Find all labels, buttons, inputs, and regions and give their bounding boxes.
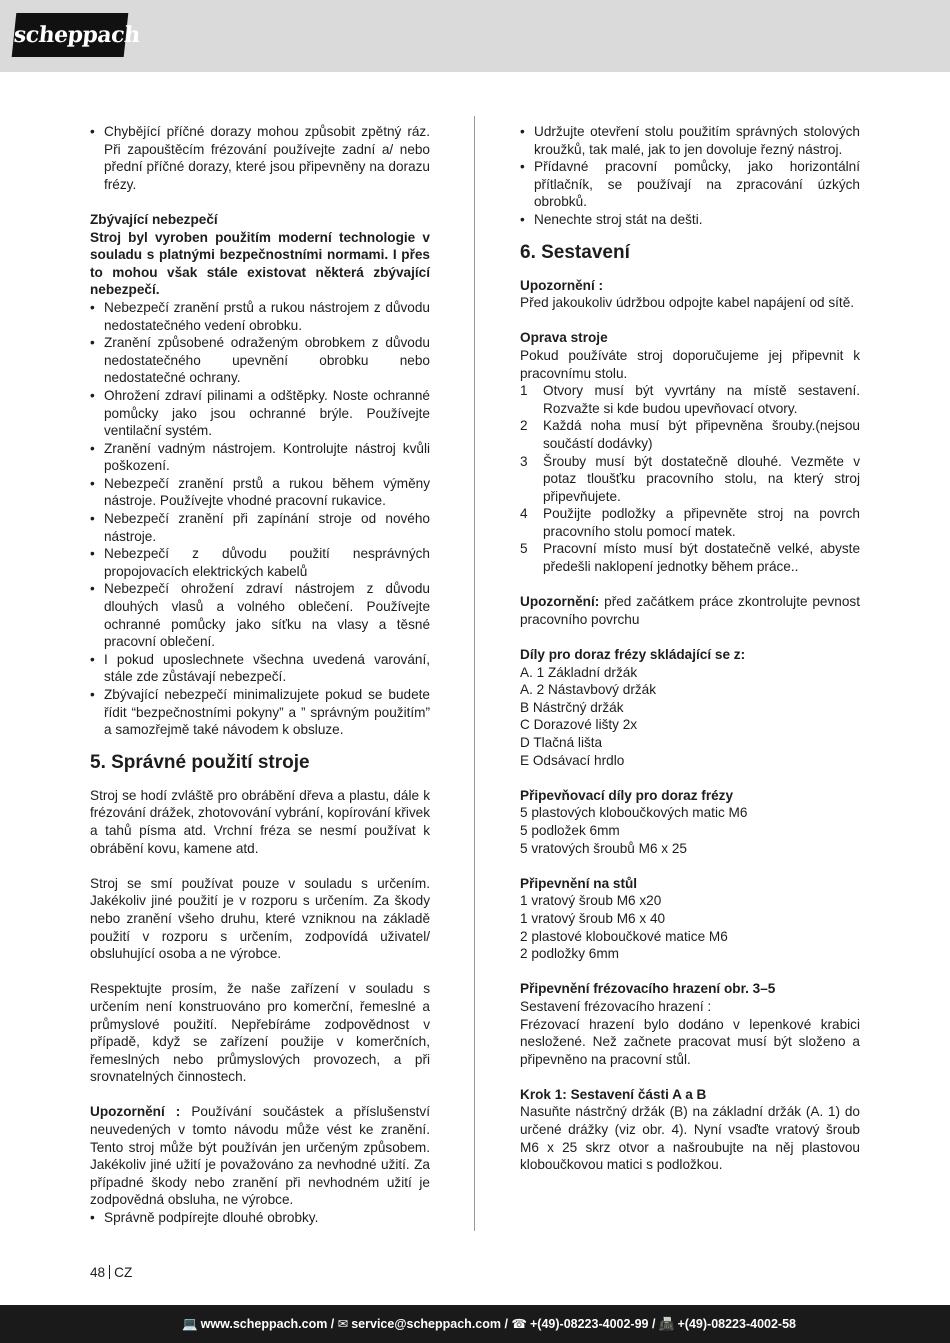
page-number: 48 CZ (90, 1265, 133, 1280)
footer-phone: +(49)-08223-4002-99 (530, 1317, 649, 1331)
note-label: Upozornění : (520, 277, 604, 293)
footer-fax: +(49)-08223-4002-58 (677, 1317, 796, 1331)
paragraph: Frézovací hrazení bylo dodáno v lepenkové krabici nesložené. Než začnete pracovat musí být složeno a připevněno na pracovní stůl. (520, 1016, 860, 1067)
list-item: 5 podložek 6mm (520, 822, 620, 838)
page-header (0, 0, 950, 72)
fence-subtitle: Sestavení frézovacího hrazení : (520, 998, 712, 1014)
section-5-heading: 5. Správné použití stroje (90, 751, 310, 773)
list-item: • Přídavné pracovní pomůcky, jako horizontální přítlačník, se používají na zpracování úzkých obrobků. (520, 158, 860, 211)
monitor-icon: 💻 (182, 1317, 198, 1331)
numbered-step: 2 Každá noha musí být připevněna šrouby.(nejsou součástí dodávky) (520, 418, 860, 451)
list-item: • Nenechte stroj stát na dešti. (520, 211, 860, 229)
list-item: C Dorazové lišty 2x (520, 717, 638, 733)
numbered-step: 3 Šrouby musí být dostatečně dlouhé. Vezměte v potaz tloušťku pracovního stolu, na který stroj připevňujete. (520, 453, 860, 504)
left-column (90, 123, 430, 1227)
paragraph: Stroj se hodí zvláště pro obrábění dřeva a plastu, dále k frézování drážek, zhotovování vybrání, kopírování křivek a tahů písma atd. Vrchní fréza se nesmí používat k obrábění kovu, kamene atd. (90, 787, 431, 856)
repair-title: Oprava stroje (520, 330, 608, 346)
residual-risk-title: Zbývající nebezpečí (90, 211, 218, 227)
list-item: A. 1 Základní držák (520, 664, 638, 680)
list-item: • Nebezpečí z důvodu použití nesprávných propojovacích elektrických kabelů (90, 545, 430, 580)
list-item: • Zranění způsobené odraženým obrobkem z důvodu nedostatečného upevnění obrobku nebo nedostatečné ochrany. (90, 334, 430, 387)
table-mount-title: Připevnění na stůl (520, 875, 638, 891)
list-item: • Zranění vadným nástrojem. Kontrolujte nástroj kvůli poškození. (90, 440, 430, 475)
parts-title: Díly pro doraz frézy skládající se z: (520, 647, 746, 663)
warning-paragraph (90, 1103, 430, 1209)
list-item: 2 plastové kloboučkové matice M6 (520, 928, 728, 944)
list-item: • Nebezpečí zranění při zapínání stroje od nového nástroje. (90, 510, 430, 545)
list-item: 1 vratový šroub M6 x 40 (520, 910, 666, 926)
list-item: 2 podložky 6mm (520, 946, 619, 962)
note-paragraph: Upozornění: před začátkem práce zkontrolujte pevnost pracovního povrchu (520, 594, 860, 627)
footer-email[interactable]: service@scheppach.com (351, 1317, 501, 1331)
list-item: • I pokud uposlechnete všechna uvedená varování, stále zde zůstávají nebezpečí. (90, 651, 430, 686)
section-6-heading: 6. Sestavení (520, 241, 630, 263)
phone-icon: ☎ (511, 1317, 527, 1331)
warning-label: Upozornění : (90, 1104, 181, 1120)
list-item: • Nebezpečí zranění prstů a rukou nástrojem z důvodu nedostatečného vedení obrobku. (90, 299, 430, 334)
numbered-step: 4 Použijte podložky a připevněte stroj na povrch pracovního stolu pomocí matek. (520, 506, 860, 539)
column-divider (474, 116, 475, 1231)
paragraph: Nasuňte nástrčný držák (B) na základní držák (A. 1) do určené drážky (viz obr. 4). Nyní vsaďte vratový šroub M6 x 25 skrz otvor a našroubujte na něj plastovou kloboučkovou matici s podložkou. (520, 1104, 860, 1173)
note-text: Před jakoukoliv údržbou odpojte kabel napájení od sítě. (520, 295, 855, 311)
fence-title: Připevnění frézovacího hrazení obr. 3–5 (520, 981, 776, 997)
list-item: • Zbývající nebezpečí minimalizujete pokud se budete řídit “bezpečnostními pokyny” a ” správným použitím” a samozřejmě také návodem k obsluze. (90, 686, 430, 739)
list-item: • Ohrožení zdraví pilinami a odštěpky. Noste ochranné pomůcky jako jsou ochranné brýle. Používejte ventilační systém. (90, 387, 430, 440)
list-item: • Správně podpírejte dlouhé obrobky. (90, 1209, 430, 1227)
page-footer: 💻 www.scheppach.com / ✉ service@scheppach.com / ☎ +(49)-08223-4002-99 / 📠 +(49)-08223-4002-58 (0, 1305, 950, 1343)
list-item: 5 plastových kloboučkových matic M6 (520, 805, 748, 821)
footer-web[interactable]: www.scheppach.com (200, 1317, 328, 1331)
repair-intro: Pokud používáte stroj doporučujeme jej připevnit k pracovnímu stolu. (520, 347, 860, 381)
fax-icon: 📠 (658, 1317, 675, 1331)
paragraph: Stroj se smí používat pouze v souladu s určením. Jakékoliv jiné použití je v rozporu s určením. Za škody nebo zranění všeho druhu, které vzniknou na základě použití v rozporu s určením, zodpovídá uživatel/ obsluhující osoba a ne výrobce. (90, 875, 430, 962)
scheppach-logo: scheppach (12, 13, 129, 57)
list-item: 1 vratový šroub M6 x20 (520, 893, 662, 909)
list-item: • Chybějící příčné dorazy mohou způsobit zpětný ráz. Při zapouštěcím frézování používejte zadní a/ nebo přední příčné dorazy, které jsou připevněny na dorazu frézy. (90, 123, 430, 193)
mail-icon: ✉ (337, 1317, 349, 1331)
numbered-step: 1 Otvory musí být vyvrtány na místě sestavení. Rozvažte si kde budou upevňovací otvory. (520, 383, 860, 416)
step-1-title: Krok 1: Sestavení části A a B (520, 1086, 707, 1102)
residual-risk-intro: Stroj byl vyroben použitím moderní technologie v souladu s platnými bezpečnostními normami. I přes to mohou však stále existovat některá zbývající nebezpečí. (90, 229, 430, 298)
numbered-step: 5 Pracovní místo musí být dostatečně velké, abyste předešli naklopení jednotky během práce.. (520, 541, 860, 575)
mount-parts-title: Připevňovací díly pro doraz frézy (520, 787, 734, 803)
warning-text: Používání součástek a příslušenství neuvedených v tomto návodu může vést ke zranění. Tento stroj může být používán jen určeným způsobem. Jakékoliv jiné užití je považováno za nevhodné užití. Za případné škody nebo zranění při nevhodném užití je zodpovědná obsluha, ne výrobce. (90, 1104, 430, 1208)
paragraph: Respektujte prosím, že naše zařízení v souladu s určením není konstruováno pro komerční, řemeslné a průmyslové použití. Nepřebíráme zodpovědnost v případě, když se zařízení použije v komerčních, řemeslných nebo průmyslových provozech, a při srovnatelných činnostech. (90, 981, 430, 1085)
list-item: • Nebezpečí zranění prstů a rukou během výměny nástroje. Používejte vhodné pracovní rukavice. (90, 475, 430, 510)
list-item: D Tlačná lišta (520, 735, 603, 750)
list-item: • Udržujte otevření stolu použitím správných stolových kroužků, tak malé, jak to jen dovoluje řezný nástroj. (520, 123, 860, 158)
list-item: 5 vratových šroubů M6 x 25 (520, 840, 687, 856)
list-item: • Nebezpečí ohrožení zdraví nástrojem z důvodu dlouhých vlasů a volného oblečení. Používejte ochranné pomůcky jako síťku na vlasy a těsné pracovní oblečení. (90, 580, 430, 650)
list-item: B Nástrčný držák (520, 699, 624, 715)
right-column (520, 123, 860, 1174)
list-item: A. 2 Nástavbový držák (520, 682, 656, 698)
list-item: E Odsávací hrdlo (520, 752, 625, 768)
